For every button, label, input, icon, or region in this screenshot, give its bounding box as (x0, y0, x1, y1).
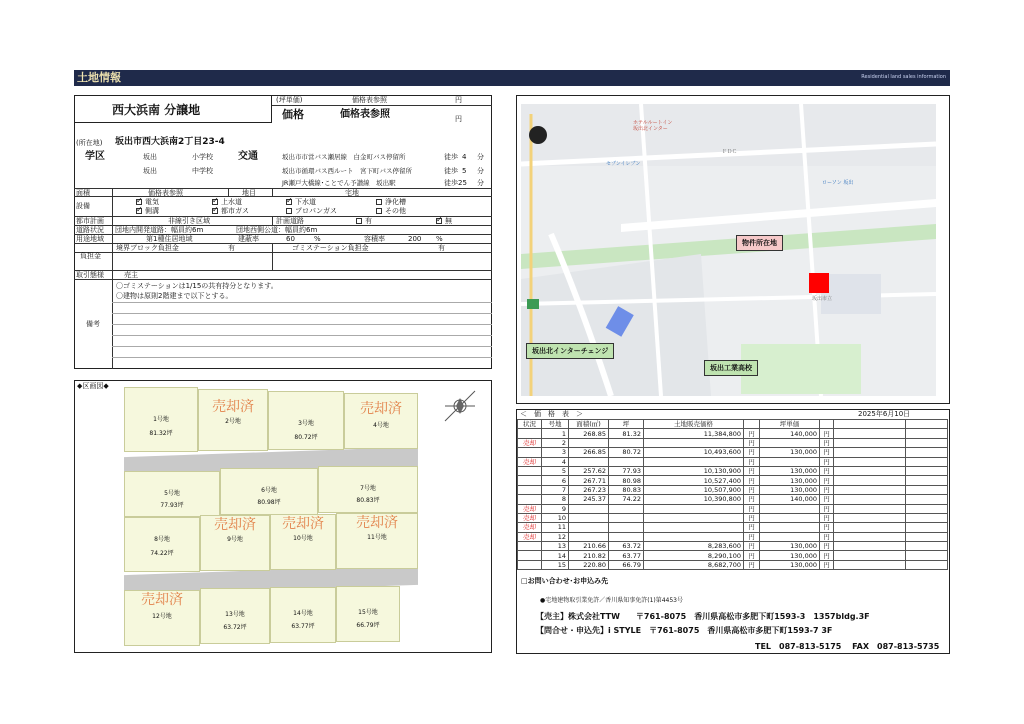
cell-status (518, 476, 542, 485)
cell-e2 (906, 438, 948, 447)
cell-e1 (834, 485, 906, 494)
cell-e1 (834, 466, 906, 475)
transport-label: 交通 (238, 151, 258, 162)
facility-water: ✓ 上水道 (212, 198, 242, 207)
unit-price-label: (坪単価) (276, 96, 303, 104)
road-label: 道路状況 (76, 226, 104, 234)
note-line (112, 313, 492, 314)
checkbox-icon (212, 208, 218, 214)
cell-sqm (569, 457, 609, 466)
far-value: 200 (408, 235, 422, 243)
unit-price-yen: 円 (455, 96, 462, 104)
cell-price (644, 457, 744, 466)
notes-label: 備考 (86, 320, 100, 328)
cell-yen2: 円 (820, 448, 834, 457)
agent-info: 【問合せ・申込先】i STYLE 〒761-8075 香川県高松市多肥下町1593-7 3F (536, 626, 833, 635)
cell-no: 12 (542, 532, 569, 541)
cell-sqm: 245.37 (569, 495, 609, 504)
table-row (518, 504, 948, 513)
block-burden-label: 境界ブロック負担金 (116, 244, 179, 252)
lot-7[interactable]: 7号地 80.83坪 (318, 466, 418, 513)
cell-price: 10,507,900 (644, 485, 744, 494)
cell-sqm (569, 438, 609, 447)
cell-e1 (834, 438, 906, 447)
table-row (518, 448, 948, 457)
cell-e2 (906, 523, 948, 532)
table-row (518, 495, 948, 504)
cell-sqm: 210.82 (569, 551, 609, 560)
page-subtitle: Residential land sales information (861, 74, 946, 80)
cell-sqm: 268.85 (569, 429, 609, 438)
cell-tsubo: 81.32 (609, 429, 644, 438)
cell-sqm: 267.71 (569, 476, 609, 485)
cell-yen: 円 (744, 495, 760, 504)
coverage-unit: % (314, 235, 321, 243)
page-title: 土地情報 (77, 71, 121, 84)
cell-price: 10,390,800 (644, 495, 744, 504)
cell-unit: 140,000 (760, 495, 820, 504)
cell-yen2: 円 (820, 551, 834, 560)
row-line (74, 188, 492, 189)
cell-status: 売却 (518, 504, 542, 513)
city-plan-label: 都市計画 (76, 217, 104, 225)
lot-1[interactable]: 1号地 81.32坪 (124, 387, 198, 452)
checkbox-icon (136, 208, 142, 214)
school-type-2: 中学校 (192, 167, 213, 175)
transport-unit-3: 分 (477, 179, 484, 187)
cell-price (644, 532, 744, 541)
table-row (518, 476, 948, 485)
area-label: 面積 (76, 189, 90, 197)
cell-no: 8 (542, 495, 569, 504)
cell-unit (760, 532, 820, 541)
cell-sqm: 267.23 (569, 485, 609, 494)
cell-e2 (906, 429, 948, 438)
cell-unit (760, 504, 820, 513)
cell-e1 (834, 513, 906, 522)
checkbox-icon (436, 218, 442, 224)
cell-yen2: 円 (820, 457, 834, 466)
plan-road-yes: 有 (356, 217, 372, 226)
cell-yen2: 円 (820, 438, 834, 447)
transport-unit-2: 分 (477, 167, 484, 175)
table-row (518, 513, 948, 522)
note-1: 〇ゴミステーションは1/15の共有持分となります。 (116, 282, 278, 290)
cell-unit (760, 438, 820, 447)
property-marker[interactable] (809, 273, 829, 293)
transport-walk-2: 徒歩 (444, 167, 458, 175)
facility-citygas: ✓ 都市ガス (212, 207, 249, 216)
cell-sqm (569, 532, 609, 541)
lot-10[interactable]: 10号地 売却済 (270, 514, 336, 570)
cell-sqm: 257.62 (569, 466, 609, 475)
price-value: 価格表参照 (340, 109, 390, 120)
sold-mark: 売却済 (141, 592, 183, 608)
cell-no: 4 (542, 457, 569, 466)
table-row (518, 466, 948, 475)
cell-tsubo (609, 523, 644, 532)
cell-e2 (906, 504, 948, 513)
area-value: 価格表参照 (148, 189, 183, 197)
price-table-title: ＜ 価 格 表 ＞ (520, 410, 583, 418)
cell-no: 7 (542, 485, 569, 494)
cell-e1 (834, 532, 906, 541)
cell-e2 (906, 542, 948, 551)
col-line (272, 188, 273, 196)
lot-8[interactable]: 8号地 74.22坪 (124, 517, 200, 572)
contact-title: □お問い合わせ･お申込み先 (521, 577, 609, 585)
burden-label: 負担金 (80, 252, 101, 260)
cell-no: 11 (542, 523, 569, 532)
sold-mark: 売却済 (356, 515, 398, 531)
cell-price: 10,493,600 (644, 448, 744, 457)
table-row (518, 523, 948, 532)
cell-price (644, 523, 744, 532)
cell-no: 13 (542, 542, 569, 551)
cell-no: 3 (542, 448, 569, 457)
transport-walk-3: 徒歩 (444, 179, 458, 187)
school-area-2: 坂出 (143, 167, 157, 175)
cell-yen: 円 (744, 560, 760, 569)
cell-e1 (834, 523, 906, 532)
cell-no: 15 (542, 560, 569, 569)
zoning-value: 第1種住居地域 (146, 235, 193, 243)
transport-min-3: 25 (458, 179, 467, 187)
cell-e1 (834, 457, 906, 466)
cell-e1 (834, 542, 906, 551)
cell-price: 8,290,100 (644, 551, 744, 560)
north-arrow-icon (440, 386, 480, 426)
far-label: 容積率 (364, 235, 385, 243)
cell-yen2: 円 (820, 429, 834, 438)
cell-status (518, 429, 542, 438)
cell-tsubo: 66.79 (609, 560, 644, 569)
cell-status: 売却 (518, 513, 542, 522)
cell-unit: 130,000 (760, 560, 820, 569)
cell-tsubo (609, 438, 644, 447)
coverage-label: 建蔽率 (238, 235, 259, 243)
cell-e1 (834, 476, 906, 485)
price-table (517, 419, 948, 570)
note-line (112, 346, 492, 347)
cell-sqm: 210.66 (569, 542, 609, 551)
cell-yen: 円 (744, 438, 760, 447)
lot-3[interactable]: 3号地 80.72坪 (268, 391, 344, 450)
cell-sqm (569, 504, 609, 513)
cell-unit: 130,000 (760, 476, 820, 485)
facility-label: 設備 (76, 202, 90, 210)
sold-mark: 売却済 (360, 401, 402, 417)
checkbox-icon (286, 208, 292, 214)
cell-yen: 円 (744, 513, 760, 522)
table-row (518, 485, 948, 494)
cell-e2 (906, 448, 948, 457)
plan-road-no: ✓ 無 (436, 217, 452, 226)
cell-yen: 円 (744, 551, 760, 560)
cell-price: 10,130,900 (644, 466, 744, 475)
deal-value: 売主 (124, 271, 138, 279)
far-unit: % (436, 235, 443, 243)
plot-map-title: ◆区画図◆ (77, 382, 109, 390)
cell-e2 (906, 513, 948, 522)
col-line (272, 216, 273, 225)
checkbox-icon (376, 199, 382, 205)
cell-e2 (906, 485, 948, 494)
transport-route-1: 坂出市市営バス瀬居線 白金町バス停留所 (282, 153, 406, 161)
cell-unit: 140,000 (760, 429, 820, 438)
checkbox-icon (376, 208, 382, 214)
cell-yen: 円 (744, 476, 760, 485)
transport-route-2: 坂出市循環バス西ルート 宮下町バス停留所 (282, 167, 412, 175)
cell-yen2: 円 (820, 523, 834, 532)
cell-yen2: 円 (820, 542, 834, 551)
cell-e1 (834, 551, 906, 560)
road-value-2: 団地西側公道：幅員約6m (236, 226, 318, 234)
price-table-date: 2025年6月10日 (858, 410, 911, 418)
cell-tsubo (609, 504, 644, 513)
cell-yen: 円 (744, 532, 760, 541)
cell-sqm (569, 513, 609, 522)
cell-yen2: 円 (820, 466, 834, 475)
school-type-1: 小学校 (192, 153, 213, 161)
tel-fax: TEL 087-813-5175 FAX 087-813-5735 (755, 642, 940, 651)
cell-tsubo (609, 457, 644, 466)
cell-yen: 円 (744, 466, 760, 475)
coverage-value: 60 (286, 235, 295, 243)
cell-tsubo: 74.22 (609, 495, 644, 504)
facility-gutter: ✓側溝 (136, 207, 159, 216)
cell-no: 10 (542, 513, 569, 522)
facility-septic: 浄化槽 (376, 198, 406, 207)
lot-2[interactable]: 2号地 売却済 (198, 389, 268, 451)
map-label: ＦＤＣ (722, 149, 738, 155)
transport-walk-1: 徒歩 (444, 153, 458, 161)
cell-tsubo (609, 513, 644, 522)
price-yen: 円 (455, 115, 462, 123)
cell-yen2: 円 (820, 485, 834, 494)
plan-road-label: 計画道路 (276, 217, 304, 225)
cell-price (644, 513, 744, 522)
property-callout: 物件所在地 (736, 235, 783, 251)
cell-status: 売却 (518, 532, 542, 541)
cell-e2 (906, 551, 948, 560)
cell-no: 6 (542, 476, 569, 485)
table-row (518, 532, 948, 541)
map-label: セブンイレブン (606, 161, 641, 167)
cell-unit: 130,000 (760, 485, 820, 494)
cell-sqm: 266.85 (569, 448, 609, 457)
divider (272, 105, 492, 106)
price-label: 価格 (282, 108, 304, 121)
cell-tsubo: 80.83 (609, 485, 644, 494)
lot-11[interactable]: 11号地 売却済 (336, 513, 418, 569)
cell-no: 2 (542, 438, 569, 447)
location-value: 坂出市西大浜南2丁目23-4 (115, 137, 225, 147)
cell-status: 売却 (518, 438, 542, 447)
transport-min-2: 5 (462, 167, 467, 175)
cell-yen: 円 (744, 429, 760, 438)
cell-no: 5 (542, 466, 569, 475)
cell-status (518, 485, 542, 494)
note-2: 〇建物は原則2階建まで以下とする。 (116, 292, 233, 300)
table-row (518, 560, 948, 569)
school-label: 学区 (85, 151, 105, 162)
block-burden-value: 有 (228, 244, 235, 252)
cell-yen: 円 (744, 448, 760, 457)
garbage-burden-value: 有 (438, 244, 445, 252)
cell-yen2: 円 (820, 532, 834, 541)
cell-status (518, 551, 542, 560)
cell-price: 8,682,700 (644, 560, 744, 569)
sold-mark: 売却済 (282, 516, 324, 532)
cell-tsubo: 80.98 (609, 476, 644, 485)
table-row (518, 438, 948, 447)
cell-price (644, 504, 744, 513)
cell-e2 (906, 476, 948, 485)
cell-tsubo (609, 532, 644, 541)
table-row (518, 457, 948, 466)
cell-status: 売却 (518, 523, 542, 532)
cell-yen: 円 (744, 523, 760, 532)
cell-yen2: 円 (820, 476, 834, 485)
cell-no: 1 (542, 429, 569, 438)
cell-yen2: 円 (820, 495, 834, 504)
cell-price: 10,527,400 (644, 476, 744, 485)
cell-unit: 130,000 (760, 551, 820, 560)
deal-label: 取引態様 (76, 271, 104, 279)
land-value: 宅地 (345, 189, 359, 197)
lot-6[interactable]: 6号地 80.98坪 (220, 468, 318, 515)
map-label: 坂出市立 (812, 296, 833, 302)
cell-status (518, 466, 542, 475)
transport-unit-1: 分 (477, 153, 484, 161)
cell-unit: 130,000 (760, 466, 820, 475)
cell-e2 (906, 466, 948, 475)
cell-yen: 円 (744, 504, 760, 513)
cell-no: 14 (542, 551, 569, 560)
cell-yen: 円 (744, 485, 760, 494)
location-label: (所在地) (76, 139, 103, 147)
map-label: ホテルルートイン (633, 120, 673, 126)
cell-e1 (834, 495, 906, 504)
note-line (112, 357, 492, 358)
road-value-1: 団地内開発道路：幅員約6m (115, 226, 204, 234)
cell-price: 11,384,800 (644, 429, 744, 438)
sold-mark: 売却済 (214, 517, 256, 533)
note-line (112, 302, 492, 303)
lot-9[interactable]: 9号地 売却済 (200, 515, 270, 571)
map-label: ローソン 坂出 (822, 180, 854, 186)
cell-tsubo: 77.93 (609, 466, 644, 475)
cell-unit (760, 523, 820, 532)
col-line (112, 188, 113, 369)
cell-status (518, 542, 542, 551)
col-line (228, 188, 229, 196)
cell-status (518, 495, 542, 504)
cell-e2 (906, 560, 948, 569)
table-row (518, 542, 948, 551)
ic-callout: 坂出北インターチェンジ (526, 343, 614, 359)
cell-tsubo: 80.72 (609, 448, 644, 457)
header-banner (74, 70, 950, 86)
lot-13[interactable]: 13号地 63.72坪 (200, 588, 270, 644)
cell-status (518, 448, 542, 457)
zoning-label: 用途地域 (76, 235, 104, 243)
cell-status: 売却 (518, 457, 542, 466)
transport-route-3: JR瀬戸大橋線･ことでん予讃線 坂出駅 (282, 179, 396, 187)
facility-propane: プロパンガス (286, 207, 337, 216)
lot-14[interactable]: 14号地 63.77坪 (270, 587, 336, 643)
school-callout: 坂出工業高校 (704, 360, 758, 376)
cell-e1 (834, 448, 906, 457)
property-name: 西大浜南 分譲地 (112, 103, 201, 117)
cell-status (518, 560, 542, 569)
note-line (112, 324, 492, 325)
checkbox-icon (356, 218, 362, 224)
table-row (518, 429, 948, 438)
cell-tsubo: 63.77 (609, 551, 644, 560)
cell-sqm (569, 523, 609, 532)
school-area-1: 坂出 (143, 153, 157, 161)
lot-5[interactable]: 5号地 77.93坪 (124, 471, 220, 517)
facility-sewer: ✓ 下水道 (286, 198, 316, 207)
note-line (112, 335, 492, 336)
cell-sqm: 220.80 (569, 560, 609, 569)
license: ●宅地建物取引業免許／香川県知事免許(1)第4453号 (540, 597, 684, 604)
compass-icon[interactable] (529, 126, 547, 144)
map-label: 坂出北インター (633, 126, 668, 132)
cell-e2 (906, 495, 948, 504)
cell-e1 (834, 504, 906, 513)
cell-e1 (834, 560, 906, 569)
cell-price: 8,283,600 (644, 542, 744, 551)
lot-4[interactable]: 4号地 売却済 (344, 393, 418, 449)
seller-info: 【売主】株式会社TTW 〒761-8075 香川県高松市多肥下町1593-3 1357bldg.3F (536, 612, 870, 621)
cell-yen2: 円 (820, 513, 834, 522)
cell-yen: 円 (744, 457, 760, 466)
city-plan-value: 非線引き区域 (168, 217, 210, 225)
garbage-burden-label: ゴミステーション負担金 (292, 244, 369, 252)
checkbox-icon (286, 199, 292, 205)
cell-e2 (906, 532, 948, 541)
unit-price-value: 価格表参照 (352, 96, 387, 104)
transport-min-1: 4 (462, 153, 467, 161)
cell-unit: 130,000 (760, 448, 820, 457)
facility-other: その他 (376, 207, 406, 216)
land-label: 地目 (242, 189, 256, 197)
cell-no: 9 (542, 504, 569, 513)
cell-tsubo: 63.72 (609, 542, 644, 551)
cell-yen: 円 (744, 542, 760, 551)
sold-mark: 売却済 (212, 399, 254, 415)
table-header: 状況 号地 面積(㎡) 坪 土地販売価格 坪単価 (518, 420, 948, 429)
cell-unit (760, 457, 820, 466)
cell-unit: 130,000 (760, 542, 820, 551)
cell-yen2: 円 (820, 560, 834, 569)
lot-12[interactable]: 12号地 売却済 (124, 590, 200, 646)
cell-unit (760, 513, 820, 522)
cell-e2 (906, 457, 948, 466)
cell-yen2: 円 (820, 504, 834, 513)
lot-15[interactable]: 15号地 66.79坪 (336, 586, 400, 642)
cell-e1 (834, 429, 906, 438)
table-row (518, 551, 948, 560)
col-line (272, 243, 273, 270)
facility-electric: ✓ 電気 (136, 198, 159, 207)
cell-price (644, 438, 744, 447)
